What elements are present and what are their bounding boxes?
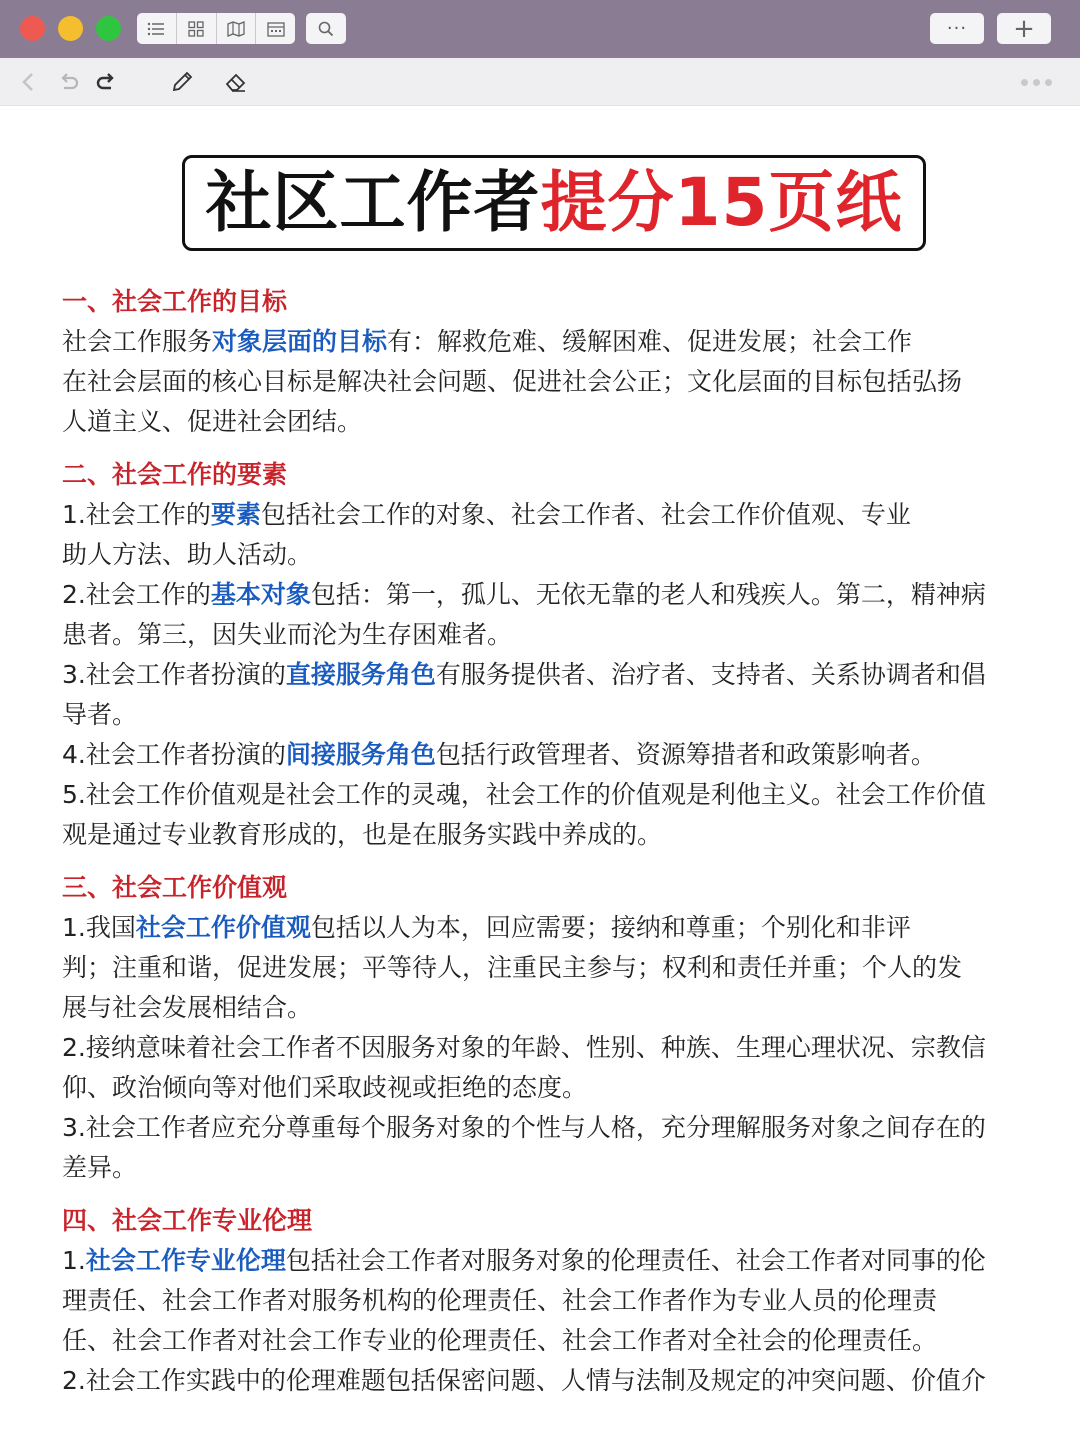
text-segment: 2.接纳意味着社会工作者不因服务对象的年龄、性别、种族、生理心理状况、宗教信 [62, 1033, 986, 1062]
text-segment: 展与社会发展相结合。 [62, 993, 313, 1022]
text-line [62, 402, 1052, 442]
redo-button[interactable] [92, 68, 120, 96]
text-segment: 判；注重和谐，促进发展；平等待人，注重民主参与；权利和责任并重；个人的发 [62, 953, 963, 982]
document-page [0, 106, 1080, 1443]
dot-icon [1033, 79, 1040, 86]
highlighted-term: 要素 [210, 500, 261, 529]
text-line [62, 695, 1052, 735]
text-segment: 1.我国 [62, 913, 136, 942]
paragraph [62, 322, 1052, 442]
map-icon [227, 21, 245, 37]
highlighted-term: 对象层面的目标 [212, 327, 388, 356]
text-segment: 4.社会工作者扮演的 [62, 740, 286, 769]
paragraph [62, 775, 1052, 855]
highlighted-term: 社会工作专业伦理 [85, 1246, 286, 1275]
text-line [62, 655, 1052, 695]
text-line [62, 735, 1052, 775]
text-line [62, 1321, 1052, 1361]
window-titlebar [0, 0, 1080, 58]
text-segment: 仰、政治倾向等对他们采取歧视或拒绝的态度。 [62, 1073, 588, 1102]
more-options-button[interactable] [930, 13, 984, 44]
paragraph [62, 495, 1052, 575]
minimize-window-button[interactable] [58, 16, 83, 41]
toolbar-more-button[interactable] [1016, 68, 1056, 96]
text-line [62, 1068, 1052, 1108]
text-segment: 1. [62, 1246, 86, 1275]
highlighted-term: 间接服务角色 [285, 740, 436, 769]
chevron-left-icon [21, 72, 35, 92]
text-segment: 包括以人为本，回应需要；接纳和尊重；个别化和非评 [310, 913, 911, 942]
highlighted-term: 社会工作价值观 [135, 913, 311, 942]
dot-icon [1021, 79, 1028, 86]
text-line [62, 615, 1052, 655]
text-line [62, 948, 1052, 988]
dot-icon [1045, 79, 1052, 86]
paragraph [62, 1361, 1052, 1401]
text-line [62, 908, 1052, 948]
list-icon [147, 22, 165, 36]
text-segment: 有：解救危难、缓解困难、促进发展；社会工作 [387, 327, 913, 356]
text-line [62, 322, 1052, 362]
text-segment: 观是通过专业教育形成的，也是在服务实践中养成的。 [62, 820, 663, 849]
section-heading: 二、社会工作的要素 [62, 460, 288, 489]
text-segment: 在社会层面的核心目标是解决社会问题、促进社会公正；文化层面的目标包括弘扬 [62, 367, 963, 396]
title-black-part: 社区工作者 [205, 164, 541, 241]
pen-tool-button[interactable] [168, 68, 196, 96]
view-mode-segmented-control [137, 13, 295, 44]
text-segment: 3.社会工作者扮演的 [62, 660, 286, 689]
paragraph [62, 908, 1052, 1028]
document-title [182, 155, 926, 251]
paragraph [62, 575, 1052, 655]
undo-button[interactable] [55, 68, 83, 96]
document-content [62, 282, 1052, 1401]
text-line [62, 535, 1052, 575]
maximize-window-button[interactable] [96, 16, 121, 41]
text-segment: 社会工作服务 [62, 327, 213, 356]
section-spacer [62, 442, 1052, 455]
highlighted-term: 基本对象 [210, 580, 311, 609]
text-segment: 导者。 [62, 700, 138, 729]
section-heading: 四、社会工作专业伦理 [62, 1206, 313, 1235]
text-segment: 包括社会工作者对服务对象的伦理责任、社会工作者对同事的伦 [285, 1246, 986, 1275]
search-button[interactable] [306, 13, 346, 44]
text-segment: 助人方法、助人活动。 [62, 540, 313, 569]
text-segment: 人道主义、促进社会团结。 [62, 407, 363, 436]
eraser-icon [224, 70, 248, 94]
text-segment: 1.社会工作的 [62, 500, 211, 529]
list-view-button[interactable] [137, 13, 177, 44]
calendar-icon [267, 21, 285, 37]
text-segment: 包括社会工作的对象、社会工作者、社会工作价值观、专业 [260, 500, 911, 529]
text-segment: 有服务提供者、治疗者、支持者、关系协调者和倡 [435, 660, 986, 689]
text-segment: 理责任、社会工作者对服务机构的伦理责任、社会工作者作为专业人员的伦理责 [62, 1286, 938, 1315]
editor-toolbar [0, 58, 1080, 106]
text-segment: 2.社会工作的 [62, 580, 211, 609]
map-view-button[interactable] [217, 13, 257, 44]
text-segment: 5.社会工作价值观是社会工作的灵魂，社会工作的价值观是利他主义。社会工作价值 [62, 780, 986, 809]
text-line [62, 815, 1052, 855]
paragraph [62, 655, 1052, 735]
paragraph [62, 1028, 1052, 1108]
text-segment: 2.社会工作实践中的伦理难题包括保密问题、人情与法制及规定的冲突问题、价值介 [62, 1366, 986, 1395]
undo-icon [58, 72, 80, 92]
text-line [62, 1108, 1052, 1148]
text-segment: 差异。 [62, 1153, 138, 1182]
close-window-button[interactable] [20, 16, 45, 41]
section-spacer [62, 1188, 1052, 1201]
text-segment: 包括行政管理者、资源筹措者和政策影响者。 [435, 740, 936, 769]
section-heading: 一、社会工作的目标 [62, 287, 288, 316]
more-horizontal-icon: ··· [946, 18, 968, 39]
grid-view-button[interactable] [177, 13, 217, 44]
text-segment: 包括：第一，孤儿、无依无靠的老人和残疾人。第二，精神病 [310, 580, 986, 609]
text-line [62, 988, 1052, 1028]
text-segment: 任、社会工作者对社会工作专业的伦理责任、社会工作者对全社会的伦理责任。 [62, 1326, 938, 1355]
text-line [62, 1241, 1052, 1281]
eraser-tool-button[interactable] [222, 68, 250, 96]
grid-icon [188, 21, 204, 37]
text-line [62, 495, 1052, 535]
add-button[interactable] [997, 13, 1051, 44]
text-line [62, 1281, 1052, 1321]
text-line [62, 362, 1052, 402]
paragraph [62, 1241, 1052, 1361]
pencil-icon [170, 70, 194, 94]
redo-icon [95, 72, 117, 92]
text-line [62, 1361, 1052, 1401]
paragraph [62, 735, 1052, 775]
text-segment: 3.社会工作者应充分尊重每个服务对象的个性与人格，充分理解服务对象之间存在的 [62, 1113, 986, 1142]
section-heading: 三、社会工作价值观 [62, 873, 288, 902]
plus-icon: + [1013, 13, 1035, 44]
text-line [62, 775, 1052, 815]
text-segment: 患者。第三，因失业而沦为生存困难者。 [62, 620, 513, 649]
text-line [62, 575, 1052, 615]
text-line [62, 1148, 1052, 1188]
back-button[interactable] [14, 68, 42, 96]
title-red-part: 提分15页纸 [540, 164, 903, 241]
search-icon [318, 21, 334, 37]
paragraph [62, 1108, 1052, 1188]
highlighted-term: 直接服务角色 [285, 660, 436, 689]
text-line [62, 1028, 1052, 1068]
calendar-view-button[interactable] [256, 13, 295, 44]
section-spacer [62, 855, 1052, 868]
